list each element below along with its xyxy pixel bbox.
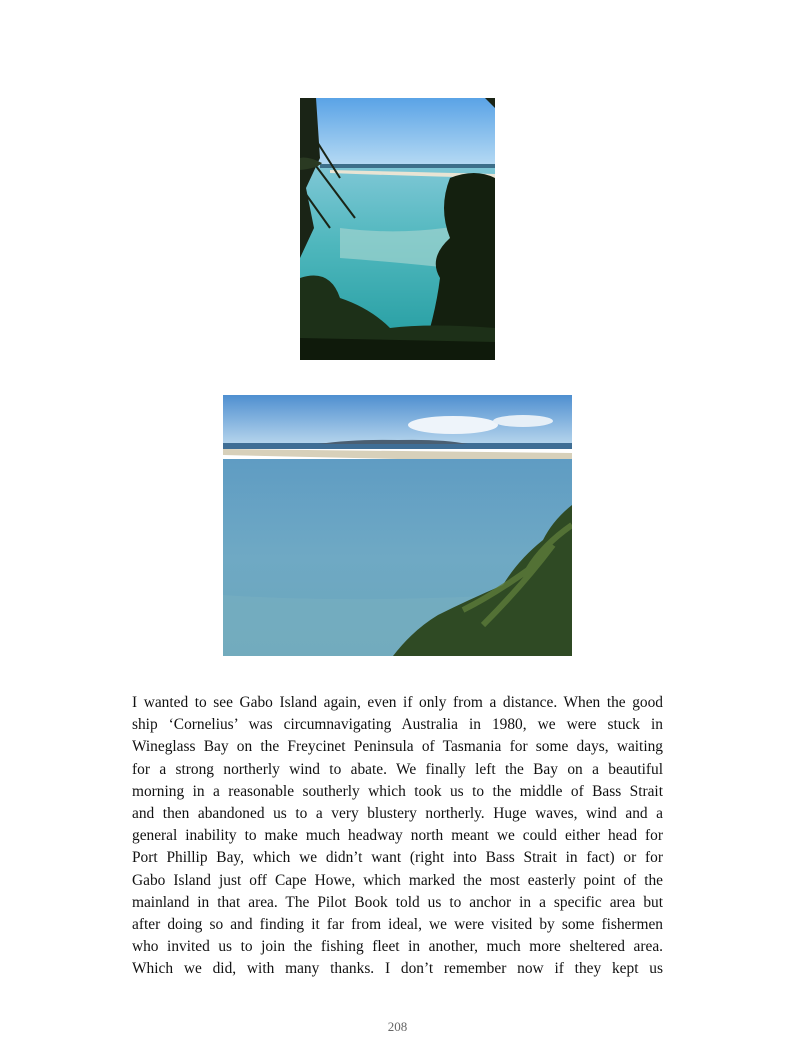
paragraph-line: ship ‘Cornelius’ was circumnavigating Australia in 1980, we were stuck in	[132, 716, 663, 734]
paragraph-line: and then abandoned us to a very blustery northerly. Huge waves, wind and a	[132, 805, 663, 823]
paragraph-line: for a strong northerly wind to abate. We finally left the Bay on a beautiful	[132, 760, 663, 778]
paragraph-line: Port Phillip Bay, which we didn’t want (right into Bass Strait in fact) or for	[132, 849, 663, 867]
paragraph-line: general inability to make much headway north meant we could either head for	[132, 827, 663, 845]
paragraph-line: mainland in that area. The Pilot Book told us to anchor in a specific area but	[132, 893, 663, 911]
paragraph-line: who invited us to join the fishing fleet in another, much more sheltered area.	[132, 938, 663, 956]
paragraph-line: I wanted to see Gabo Island again, even if only from a distance. When the good	[132, 694, 663, 711]
body-paragraph	[132, 692, 663, 981]
photo-sandbar-and-island	[223, 395, 572, 656]
paragraph-line: Which we did, with many thanks. I don’t remember now if they kept us	[132, 960, 663, 978]
page-number: 208	[387, 1019, 408, 1034]
paragraph-line: Gabo Island just off Cape Howe, which marked the most easterly point of the	[132, 871, 663, 889]
photo-bay-through-trees	[300, 98, 495, 360]
paragraph-line: after doing so and finding it far from ideal, we were visited by some fishermen	[132, 916, 663, 934]
paragraph-line: morning in a reasonable southerly which took us to the middle of Bass Strait	[132, 782, 663, 800]
paragraph-line: Wineglass Bay on the Freycinet Peninsula of Tasmania for some days, waiting	[132, 738, 663, 756]
